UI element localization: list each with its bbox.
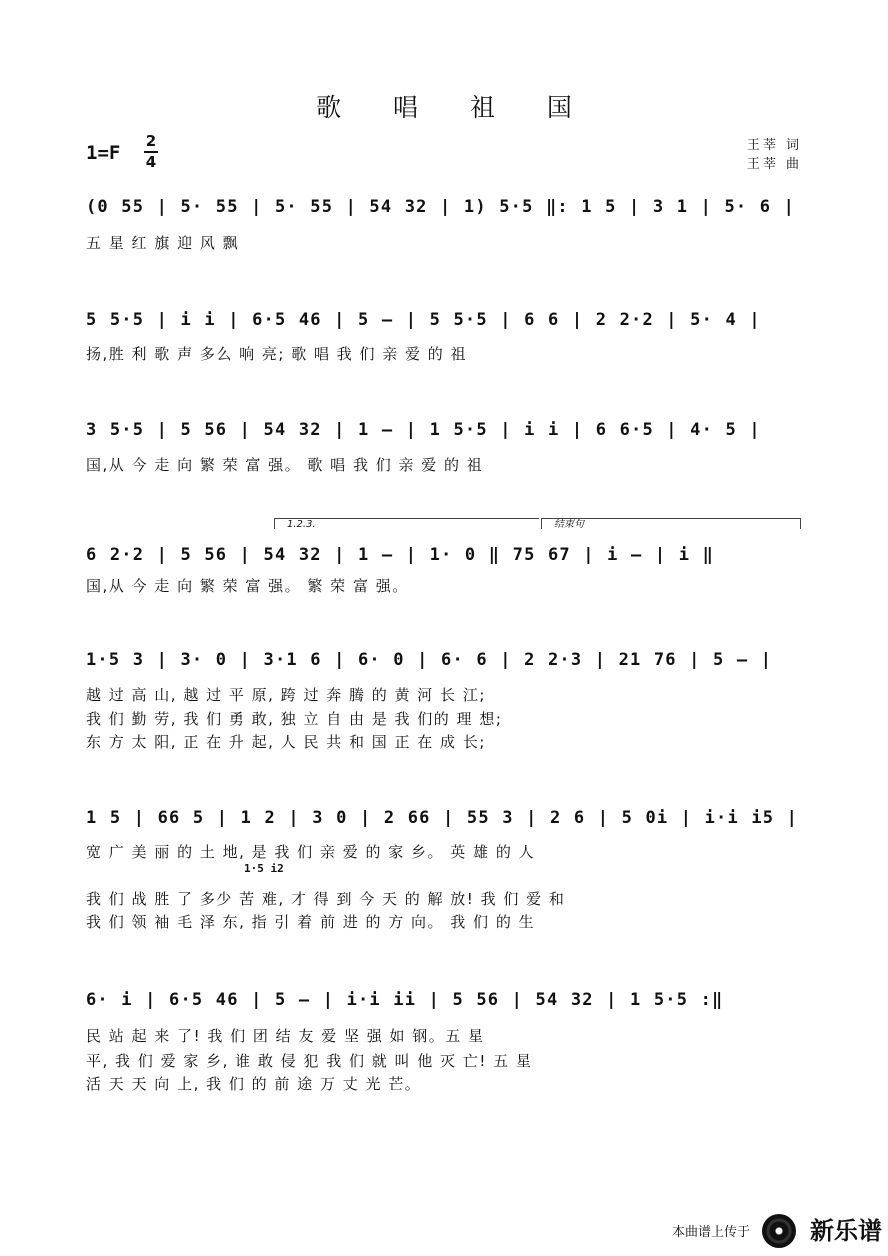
notation-line-2: 5 5·5 | i i | 6·5 46 | 5 – | 5 5·5 | 6 6 | 2 2·2 | 5· 4 | — [86, 310, 761, 330]
lyric-line-6-verse-2: 我 们 战 胜 了 多少 苦 难, 才 得 到 今 天 的 解 放! 我 们 爱 和 — [86, 890, 566, 908]
time-signature-bottom: 4 — [145, 153, 157, 171]
notation-line-5: 1·5 3 | 3· 0 | 3·1 6 | 6· 0 | 6· 6 | 2 2·3 | 21 76 | 5 – | — [86, 650, 773, 670]
key-signature: 1=F — [86, 142, 121, 164]
lyric-line-6-verse-3: 我 们 领 袖 毛 泽 东, 指 引 着 前 进 的 方 向。 我 们 的 生 — [86, 913, 536, 931]
lyric-line-2-verse-1: 扬,胜 利 歌 声 多么 响 亮; 歌 唱 我 们 亲 爱 的 祖 — [86, 345, 468, 363]
lyric-line-7-verse-2: 平, 我 们 爱 家 乡, 谁 敢 侵 犯 我 们 就 叫 他 灭 亡! 五 星 — [86, 1052, 533, 1070]
record-disc-icon — [762, 1214, 796, 1248]
lyric-line-5-verse-3: 东 方 太 阳, 正 在 升 起, 人 民 共 和 国 正 在 成 长; — [86, 733, 486, 751]
time-signature-top: 2 — [145, 132, 157, 150]
lyric-line-4-verse-1: 国,从 今 走 向 繁 荣 富 强。 繁 荣 富 强。 — [86, 577, 409, 595]
time-signature — [140, 133, 162, 171]
composer-credit: 王莘 曲 — [746, 157, 802, 172]
upload-note: 本曲谱上传于 — [671, 1225, 750, 1240]
lyric-line-7-verse-3: 活 天 天 向 上, 我 们 的 前 途 万 丈 光 芒。 — [86, 1075, 422, 1093]
volta-bracket-first: 1.2.3. — [274, 518, 539, 529]
lyric-line-5-verse-1: 越 过 高 山, 越 过 平 原, 跨 过 奔 腾 的 黄 河 长 江; — [86, 686, 486, 704]
lyric-line-1-verse-1: 五 星 红 旗 迎 风 飘 — [86, 234, 240, 252]
lyricist-credit: 王莘 词 — [746, 138, 802, 153]
notation-line-1: (0 55 | 5· 55 | 5· 55 | 54 32 | 1) 5·5 ‖: 1 5 | 3 1 | 5· 6 | — [86, 197, 796, 217]
notation-line-6: 1 5 | 66 5 | 1 2 | 3 0 | 2 66 | 55 3 | 2 6 | 5 0i | i·i i5 | — [86, 808, 799, 828]
ossia-notes: 1·5 i2 — [244, 862, 284, 875]
lyric-line-7-verse-1: 民 站 起 来 了! 我 们 团 结 友 爱 坚 强 如 钢。五 星 — [86, 1027, 485, 1045]
notation-line-3: 3 5·5 | 5 56 | 54 32 | 1 – | 1 5·5 | i i | 6 6·5 | 4· 5 | — [86, 420, 761, 440]
brand-logo[interactable]: 新乐谱 — [810, 1217, 882, 1245]
score-title: 歌 唱 祖 国 — [316, 93, 594, 122]
lyric-line-3-verse-1: 国,从 今 走 向 繁 荣 富 强。 歌 唱 我 们 亲 爱 的 祖 — [86, 456, 484, 474]
notation-line-4: 6 2·2 | 5 56 | 54 32 | 1 – | 1· 0 ‖ 75 67 | i – | i ‖ — [86, 545, 715, 565]
lyric-line-5-verse-2: 我 们 勤 劳, 我 们 勇 敢, 独 立 自 由 是 我 们的 理 想; — [86, 710, 503, 728]
volta-bracket-ending: 结束句 — [541, 518, 801, 529]
lyric-line-6-verse-1: 宽 广 美 丽 的 土 地, 是 我 们 亲 爱 的 家 乡。 英 雄 的 人 — [86, 843, 536, 861]
notation-line-7: 6· i | 6·5 46 | 5 – | i·i ii | 5 56 | 54 32 | 1 5·5 :‖ — [86, 990, 724, 1010]
